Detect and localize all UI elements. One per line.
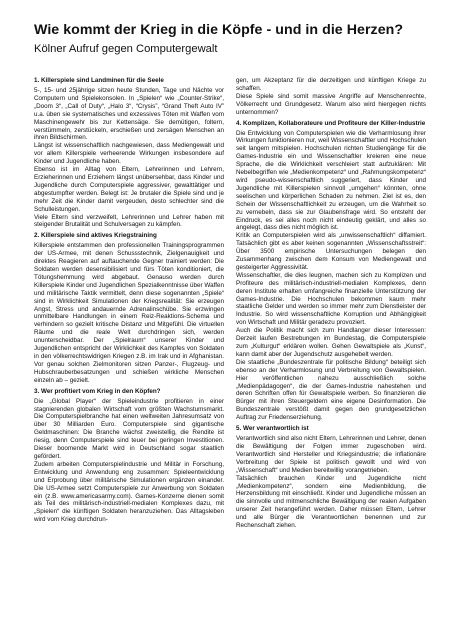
left-column	[34, 77, 224, 530]
body-paragraph: Zudem arbeiten Computerspielindustrie und Militär in Forschung, Entwicklung und Anwendung eng zusammen: Spieleentwicklung und Erprobung über militärische Simulationen ergänzen einander. Die US-Armee setzt Computerspiele zur Anwerbung von Soldaten ein (z.B. www.americasarmy.com). Games-Konzerne dienen somit als Teil des militärisch-industriell-medialen Komplexes dazu, mit „Spielen“ die künftigen Soldaten heranzuziehen. Das Alltagsleben wird vom Krieg durchdrun-	[34, 460, 224, 524]
section-heading: 3. Wer profitiert vom Krieg in den Köpfen?	[34, 387, 161, 395]
body-paragraph: Wissenschaftler, die dies leugnen, machen sich zu Komplizen und Profiteure des militärisch-industriell-medialen Komplexes, denn deren Institute erhalten umfangreiche finanzielle Unterstützung der Games-Industrie. Die Hochschulen bekommen kaum mehr staatliche Gelder und werden so immer mehr zum Dienstleister der Industrie. So wird wissenschaftliche Korruption und Abhängigkeit von Wirtschaft und Militär geradezu provoziert.	[236, 271, 426, 327]
body-paragraph: Kritik an Computerspielen wird als „unwissenschaftlich“ diffamiert. Tatsächlich gibt es aber keinen sogenannten „Wissenschaftsstreit“: Über 3500 empirische Untersuchungen belegen den Zusammenhang zwischen dem Konsum von Mediengewalt und gesteigerter Aggressivität.	[236, 232, 426, 271]
body-paragraph: Die „Global Player“ der Spieleindustrie profitieren in einer stagnierenden globalen Wirtschaft vom größten Wachstumsmarkt. Die Computerspielbranche hat einen weltweiten Jahresumsatz von über 30 Milliarden Euro. Computerspiele sind gigantische Geldmaschinen: Die Branche wächst zweistellig, die Rendite ist riesig, denn Computerspiele sind teuer bei geringen Investitionen. Dieser boomende Markt wird in Deutschland sogar staatlich gefördert.	[34, 397, 224, 460]
body-paragraph: Killerspiele entstammen den professionellen Trainingsprogrammen der US-Armee, mit denen Schussstechnik, Zielgenauigkeit und direktes Reagieren auf auftauchende Gegner trainiert werden: Die Soldaten werden desensibilisiert und fürs Töten konditioniert, die Tötungshemmung wird abgebaut. Genauso werden durch Killerspiele Kinder und Jugendlichen Spezialkenntnisse über Waffen und militärische Taktik vermittelt, denn diese sogenannten „Spiele“ sind in Wirklichkeit Simulationen der Kriegsrealität: Sie erzeugen Angst, Stress und andauernde Adrenalinschübe. Sie erzwingen unmittelbare Handlungen in einem Reiz-Reaktions-Schema und verhindern so gezielt kritische Distanz und Mitgefühl. Die virtuellen Räume und die reale Welt durchdringen sich, werden ununterscheidbar. Der „Spielraum“ unserer Kinder und Jugendlichen entspricht der Wirklichkeit des Kampfes von Soldaten in den völkerrechtswidrigen Kriegen z.B. im Irak und in Afghanistan. Vor genau solchen Zielmonitoren sitzen Panzer-, Flugzeug- und Hubschrauberbesatzungen und schießen wirkliche Menschen einzeln ab – gezielt.	[34, 242, 224, 384]
body-paragraph: Die Entwicklung von Computerspielen wie die Verharmlosung ihrer Wirkungen funktionieren nur, weil Wissenschaftler und Hochschulen seit langem mitspielen. Hochschulen richten Studiengänge für die Games-Industrie ein und Wissenschaftler kreieren eine neue Sprache, die die Wirklichkeit verschleiert statt aufzuklären: Mit Nebelbegriffen wie „Medienkompetenz“ und „Rahmungskompetenz“ wird pseudo-wissenschaftlich suggeriert, dass Kinder und Jugendliche mit Killerspielen sinnvoll „umgehen“ könnten, ohne seelischen und körperlichen Schaden zu nehmen. Ziel ist es, den Schein der Wissenschaftlichkeit zu erzeugen, um die Wahrheit so zu vernebeln, dass sie zur Glaubensfrage wird. So entsteht der Eindruck, es sei alles noch nicht eindeutig geklärt, und alles so angelegt, dass dies nicht möglich ist.	[236, 129, 426, 232]
section-heading: 4. Komplizen, Kollaborateure und Profiteure der Killer-Industrie	[236, 119, 426, 127]
body-paragraph: Ebenso ist im Alltag von Eltern, Lehrerinnen und Lehrern, Erzieherinnen und Erziehern längst unübersehbar, dass Kinder und Jugendliche durch Computerspiele aggressiver, gewalttätiger und abgestumpfter werden. Belegt ist: Je brutaler die Spiele sind und je mehr Zeit die Kinder damit vergeuden, desto schlechter sind die Schulleistungen.	[34, 166, 224, 213]
document-title: Wie kommt der Krieg in die Köpfe - und in die Herzen?	[34, 22, 404, 38]
body-paragraph: Auch die Politik macht sich zum Handlanger dieser Interessen: Derzeit laufen Bestrebungen im Bundestag, die Computerspiele zum „Kulturgut“ erklären wollen. Gehen Gewaltspiele als „Kunst“, kann damit aber der Jugendschutz ausgehebelt werden.	[236, 327, 426, 358]
section-heading: 5. Wer verantwortlich ist	[236, 425, 309, 433]
section-heading: 2. Killerspiele sind aktives Kriegstraining	[34, 232, 157, 240]
body-paragraph: gen, um Akzeptanz für die derzeitigen und künftigen Kriege zu schaffen.	[236, 77, 426, 92]
body-paragraph: Viele Eltern sind verzweifelt, Lehrerinnen und Lehrer haben mit steigender Brutalität und Schulversagen zu kämpfen.	[34, 213, 224, 229]
two-column-body	[34, 77, 426, 530]
body-paragraph: Diese Spiele sind somit massive Angriffe auf Menschenrechte, Völkerrecht und Grundgesetz. Warum also wird hiergegen nichts unternommen?	[236, 92, 426, 116]
body-paragraph: Verantwortlich sind also nicht Eltern, Lehrerinnen und Lehrer, denen die Bewältigung der Folgen immer zugeschoben wird. Verantwortlich sind Hersteller und Kriegsindustrie; die inflationäre Verbreitung der Spiele ist politisch gewollt und wird von „Wissenschaft“ und Medien bereitwillig vorangetrieben.	[236, 435, 426, 474]
body-paragraph: Längst ist wissenschaftlich nachgewiesen, dass Mediengewalt und vor allem Killerspiele verheerende Wirkungen insbesondere auf Kinder und Jugendliche haben.	[34, 142, 224, 166]
section-heading: 1. Killerspiele sind Landminen für die Seele	[34, 77, 164, 84]
right-column	[236, 77, 426, 530]
body-paragraph: Die staatliche „Bundeszentrale für politische Bildung“ beteiligt sich ebenso an der Verharmlosung und Verbreitung von Gewaltspielen. Hier veröffentlichen nahezu ausschließlich solche „Medienpädagogen“, die der Games-Industrie nahestehen und deren Schriften offen für Gewaltspiele werben. So finanzieren die Bürger mit ihren Steuergeldern eine eigene Desinformation. Die Bundeszentrale verstößt damit gegen den grundgesetzlichen Auftrag zur Friedenserziehung.	[236, 358, 426, 422]
document-subtitle: Kölner Aufruf gegen Computergewalt	[34, 43, 218, 55]
body-paragraph: 5-, 15- und 25jährige sitzen heute Stunden, Tage und Nächte vor Computern und Spielekonsolen. In „Spielen“ wie „Counter-Strike“, „Doom 3“, „Call of Duty“, „Halo 3“, “Crysis”, “Grand Theft Auto IV” u.a. üben sie systematisches und exzessives Töten mit Waffen vom Maschinengewehr bis zur Kettensäge. Sie demütigen, foltern, verstümmeln, zerstückeln, erschießen und zersägen Menschen an ihren Bildschirmen.	[34, 87, 224, 142]
body-paragraph: Tatsächlich brauchen Kinder und Jugendliche nicht „Medienkompetenz“, sondern eine Medienbildung, die Herzensbildung mit einschließt. Kinder und Jugendliche müssen an die sinnvolle und mitmenschliche Bewältigung der realen Aufgaben unserer Zeit herangeführt werden. Daher müssen Eltern, Lehrer und alle Bürger die Verantwortlichen benennen und zur Rechenschaft ziehen.	[236, 474, 426, 530]
